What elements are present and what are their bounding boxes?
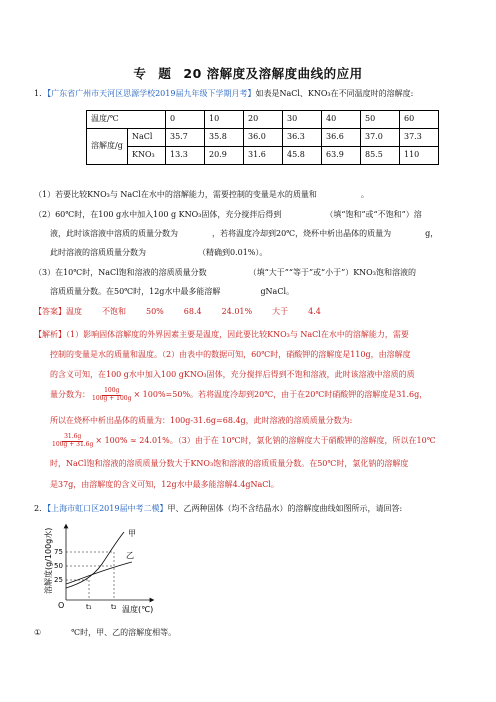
- solubility-table: [86, 110, 439, 165]
- subquestion-text: （2）60℃时，在100 g水中加入100 g KNO₃固体，充分搅拌后得到: [34, 210, 282, 219]
- subquestion-2-line-3: [50, 248, 480, 259]
- series-label-jia: 甲: [128, 529, 136, 538]
- answer-item: 50%: [146, 307, 164, 316]
- question-source: 【广东省广州市天河区思源学校2019届九年级下学期月考】: [47, 89, 256, 98]
- subquestion-1: [34, 190, 464, 201]
- subquestion-text: 溶质质量分数。在50℃时，12g水中最多能溶解: [50, 287, 221, 296]
- table-cell: 85.5: [361, 147, 400, 165]
- fraction-1: [92, 388, 131, 402]
- x-tick-label: t₁: [86, 603, 92, 611]
- y-tick-label: 75: [54, 548, 63, 556]
- table-cell: 20: [244, 111, 283, 129]
- table-cell: 50: [361, 111, 400, 129]
- title-word-1: 专: [133, 66, 147, 81]
- table-cell: 110: [400, 147, 439, 165]
- analysis-label: 【解析】: [34, 330, 66, 339]
- fraction-denominator: 100g + 31.6g: [52, 440, 94, 448]
- table-row-name: KNO₃: [128, 147, 166, 165]
- table-cell: 60: [400, 111, 439, 129]
- part-text: ℃时，甲、乙的溶解度相等。: [71, 628, 177, 637]
- analysis-text: 时，NaCl饱和溶液的溶质质量分数大于KNO₃饱和溶液的溶质质量分数。在50℃时，氯化钠的溶解度: [50, 459, 409, 468]
- question-number: 2．: [34, 504, 48, 513]
- subquestion-2-line-2: [50, 229, 480, 240]
- table-cell: 36.6: [322, 129, 361, 147]
- table-cell: 0: [166, 111, 205, 129]
- table-cell: 37.0: [361, 129, 400, 147]
- x-axis-label: 温度(℃): [122, 605, 154, 614]
- table-row: [87, 111, 439, 129]
- subquestion-text: 液，此时该溶液中溶质的质量分数为: [50, 229, 178, 238]
- y-axis-label: 溶解度(g/100g水): [44, 527, 53, 594]
- table-cell: 20.9: [205, 147, 244, 165]
- y-tick-label: 25: [54, 576, 63, 584]
- solubility-curve-graph: [44, 522, 174, 614]
- x-tick-label: t₂: [111, 603, 117, 611]
- subquestion-text: ，若将温度冷却到20℃，烧杯中析出晶体的质量为: [212, 229, 392, 238]
- table-cell: 45.8: [283, 147, 322, 165]
- table-cell: 36.3: [283, 129, 322, 147]
- title-main: 20 溶解度及溶解度曲线的应用: [183, 66, 363, 81]
- question-1: [34, 89, 464, 100]
- table-row-group: 溶解度/g: [87, 129, 128, 165]
- answer-line: [34, 307, 464, 318]
- subquestion-text: （填“大于”“等于”或“小于”）KNO₃饱和溶液的: [248, 268, 416, 277]
- answer-item: 不饱和: [102, 307, 126, 316]
- analysis-line: [34, 330, 464, 341]
- table-cell: 40: [322, 111, 361, 129]
- table-row: [87, 129, 439, 147]
- question-2-part-1: [34, 628, 464, 639]
- question-2: [34, 504, 464, 515]
- table-header-label: 温度/℃: [87, 111, 166, 129]
- analysis-text: 所以在烧杯中析出晶体的质量为：100g-31.6g=68.4g，此时溶液的溶质质量分数为:: [50, 416, 353, 425]
- question-source: 【上海市虹口区2019届中考二模】: [47, 504, 168, 513]
- question-stem: 如表是NaCl、KNO₃在不同温度时的溶解度:: [255, 89, 414, 98]
- table-cell: 35.8: [205, 129, 244, 147]
- analysis-text: （1）影响固体溶解度的外界因素主要是温度，因此要比较KNO₃与 NaCl在水中的溶解能力，需要: [66, 330, 409, 339]
- page-title: [0, 66, 496, 83]
- analysis-text: 是37g，由溶解度的含义可知，12g水中最多能溶解4.4gNaCl。: [50, 480, 279, 489]
- subquestion-text: （精确到0.01%）。: [198, 248, 268, 257]
- subquestion-text: gNaCl。: [260, 287, 295, 296]
- analysis-line: [50, 388, 480, 402]
- analysis-line: [50, 459, 480, 470]
- analysis-line: [50, 370, 480, 381]
- table-cell: 36.0: [244, 129, 283, 147]
- fraction-numerator: 31.6g: [64, 433, 82, 440]
- table-cell: 31.6: [244, 147, 283, 165]
- answer-item: 68.4: [183, 307, 202, 316]
- table-cell: 37.3: [400, 129, 439, 147]
- fraction-denominator: 100g + 100g: [92, 394, 132, 402]
- analysis-line: [50, 416, 480, 427]
- answer-item: 大于: [272, 307, 289, 316]
- analysis-line: [50, 350, 480, 361]
- question-number: 1．: [34, 89, 48, 98]
- y-tick-label: 50: [54, 562, 63, 570]
- answer-item: 4.4: [308, 307, 321, 316]
- subquestion-text: （1）若要比较KNO₃与 NaCl在水中的溶解能力，需要控制的变量是水的质量和: [34, 190, 317, 199]
- table-row-name: NaCl: [128, 129, 166, 147]
- answer-item: 温度: [66, 307, 82, 316]
- subquestion-3-line-2: [50, 287, 480, 298]
- subquestion-3: [34, 268, 464, 279]
- analysis-text: 的含义可知，在100 g水中加入100 gKNO₃固体，充分搅拌后得到不饱和溶液，此时该溶液中溶质的质: [50, 370, 415, 379]
- subquestion-2: [34, 210, 464, 221]
- answer-item: 24.01%: [221, 307, 253, 316]
- title-word-2: 题: [158, 66, 172, 81]
- analysis-text: 量分数为：: [50, 390, 90, 400]
- table-cell: 10: [205, 111, 244, 129]
- analysis-line: [50, 434, 480, 448]
- analysis-text: 控制的变量是水的质量和温度。（2）由表中的数据可知，60℃时，硝酸钾的溶解度是110g，由溶解度: [50, 350, 411, 359]
- table-cell: 30: [283, 111, 322, 129]
- subquestion-text: g，: [425, 229, 439, 238]
- analysis-text: × 100%=50%。若将温度冷却到20℃，由于在20℃时硝酸钾的溶解度是31.6g，: [133, 390, 428, 400]
- fraction-2: [52, 434, 93, 448]
- curve-jia: [66, 532, 124, 588]
- analysis-text: × 100% ≈ 24.01%。（3）由于在 10℃时，氯化钠的溶解度大于硝酸钾的溶解度，所以在10℃: [95, 436, 436, 446]
- answer-label: 【答案】: [34, 307, 66, 316]
- subquestion-text: 此时溶液的溶质质量分数为: [50, 248, 146, 257]
- part-number: ①: [34, 628, 42, 637]
- origin-label: O: [58, 601, 65, 610]
- table-cell: 35.7: [166, 129, 205, 147]
- table-row: [87, 147, 439, 165]
- subquestion-text: 。: [360, 190, 369, 199]
- subquestion-text: （填“饱和”或“不饱和”）溶: [325, 210, 422, 219]
- question-stem: 甲、乙两种固体（均不含结晶水）的溶解度曲线如图所示，请回答:: [167, 504, 403, 513]
- curve-yi: [66, 562, 132, 584]
- table-cell: 13.3: [166, 147, 205, 165]
- subquestion-text: （3）在10℃时，NaCl饱和溶液的溶质质量分数: [34, 268, 207, 277]
- table-cell: 63.9: [322, 147, 361, 165]
- analysis-line: [50, 480, 480, 491]
- fraction-numerator: 100g: [104, 387, 120, 394]
- series-label-yi: 乙: [126, 551, 134, 560]
